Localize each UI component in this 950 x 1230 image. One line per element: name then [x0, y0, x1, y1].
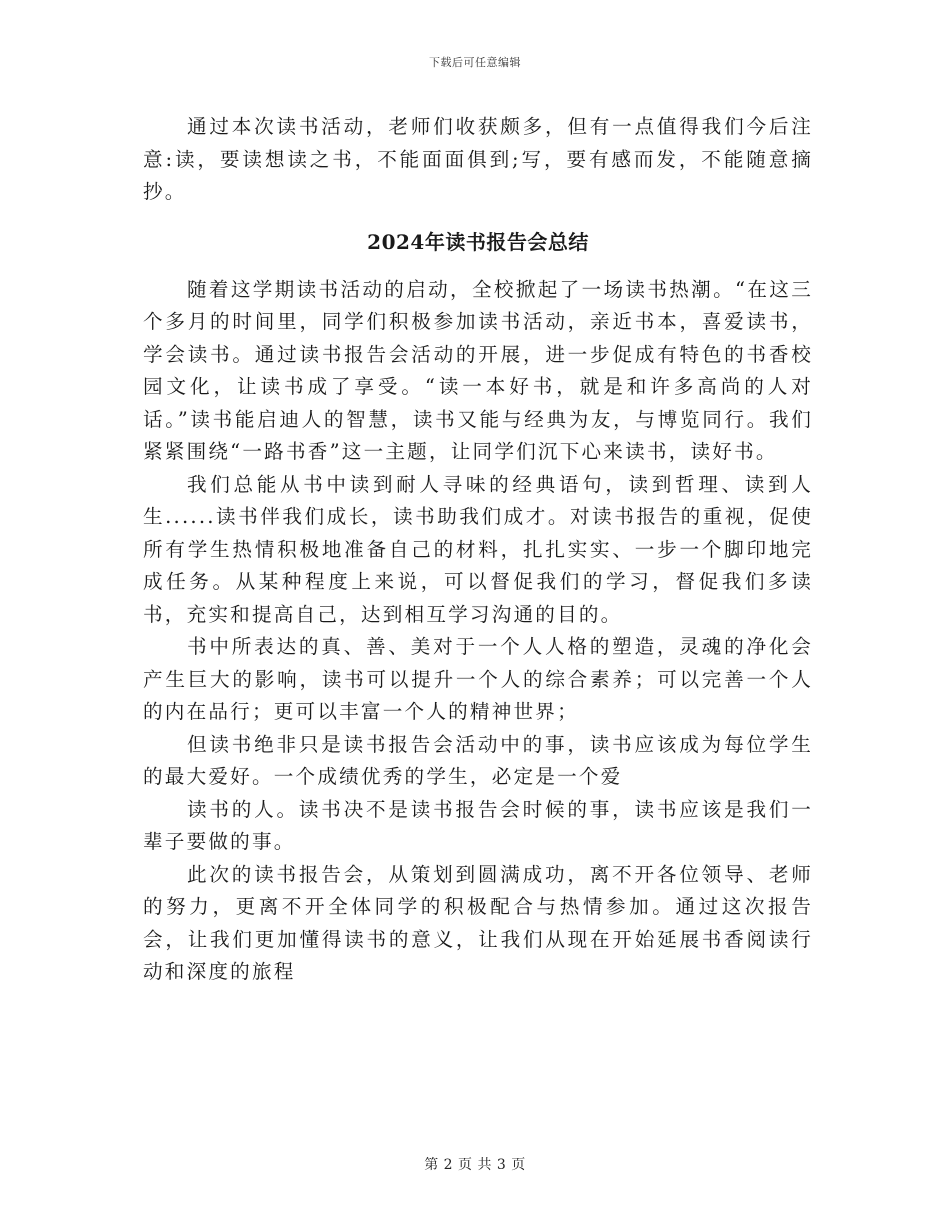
body-paragraph-3: 书中所表达的真、善、美对于一个人人格的塑造，灵魂的净化会产生巨大的影响，读书可以提升一个人的综合素养；可以完善一个人的内在品行；更可以丰富一个人的精神世界；: [143, 635, 813, 723]
body-paragraph-6: 此次的读书报告会，从策划到圆满成功，离不开各位领导、老师的努力，更离不开全体同学的积极配合与热情参加。通过这次报告会，让我们更加懂得读书的意义，让我们从现在开始延展书香阅读行动和深度的旅程: [143, 862, 813, 983]
intro-paragraph: 通过本次读书活动，老师们收获颇多，但有一点值得我们今后注意:读，要读想读之书，不能面面俱到;写，要有感而发，不能随意摘抄。: [143, 115, 813, 203]
document-body: [143, 111, 813, 989]
page-header: 下载后可任意编辑: [429, 56, 521, 69]
body-paragraph-5: 读书的人。读书决不是读书报告会时候的事，读书应该是我们一辈子要做的事。: [143, 797, 813, 853]
body-paragraph-1: 随着这学期读书活动的启动，全校掀起了一场读书热潮。“在这三个多月的时间里，同学们积极参加读书活动，亲近书本，喜爱读书，学会读书。通过读书报告会活动的开展，进一步促成有特色的书香校园文化，让读书成了享受。“读一本好书，就是和许多高尚的人对话。”读书能启迪人的智慧，读书又能与经典为友，与博览同行。我们紧紧围绕“一路书香”这一主题，让同学们沉下心来读书，读好书。: [143, 277, 813, 463]
body-paragraph-2: 我们总能从书中读到耐人寻味的经典语句，读到哲理、读到人生......读书伴我们成长，读书助我们成才。对读书报告的重视，促使所有学生热情积极地准备自己的材料，扎扎实实、一步一个脚印地完成任务。从某种程度上来说，可以督促我们的学习，督促我们多读书，充实和提高自己，达到相互学习沟通的目的。: [143, 472, 813, 626]
body-paragraph-4: 但读书绝非只是读书报告会活动中的事，读书应该成为每位学生的最大爱好。一个成绩优秀的学生，必定是一个爱: [143, 732, 813, 788]
document-title: 2024年读书报告会总结: [367, 229, 589, 254]
page-footer: 第 2 页 共 3 页: [424, 1157, 526, 1173]
